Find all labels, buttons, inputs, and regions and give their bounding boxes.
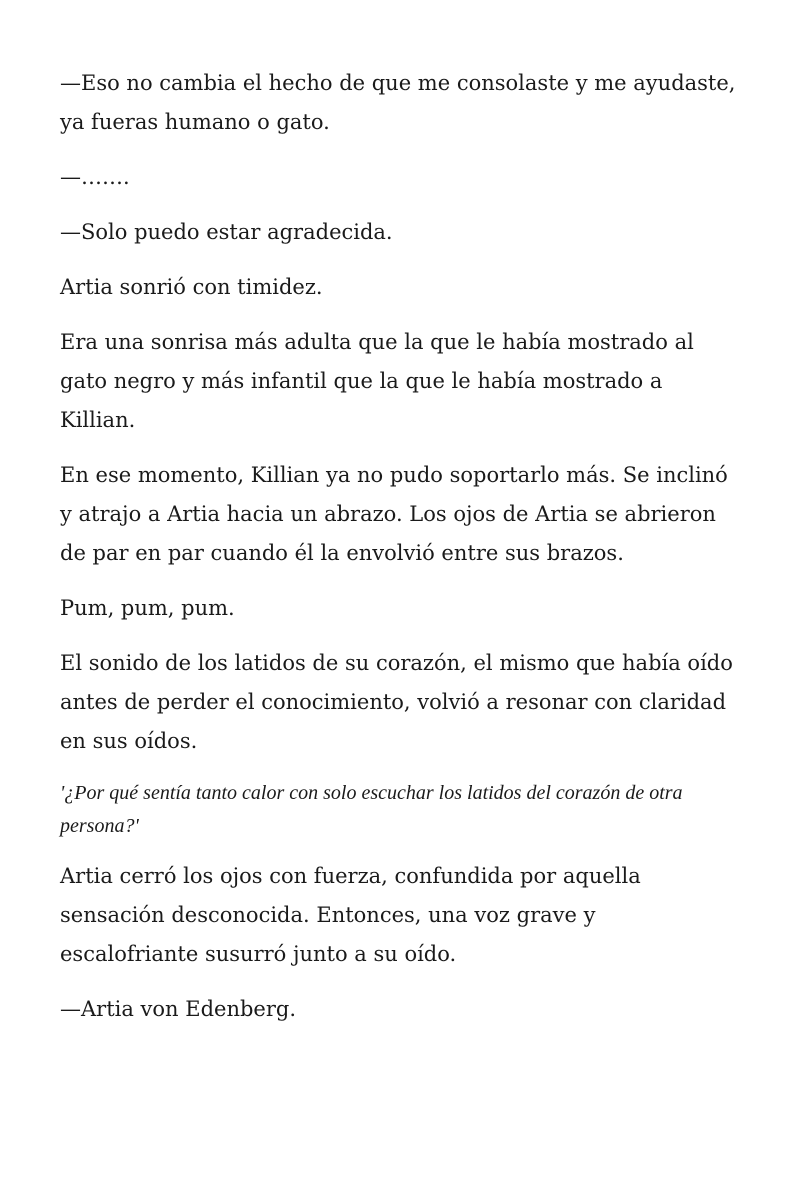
paragraph-sonrisa: Era una sonrisa más adulta que la que le había mostrado al gato negro y más infantil que la que le había mostrado a Killian. — [60, 330, 694, 432]
paragraph-dialogue-artia-von-edenberg: —Artia von Edenberg. — [60, 997, 297, 1021]
paragraph-dialogue-consolaste: —Eso no cambia el hecho de que me consolaste y me ayudaste, ya fueras humano o gato. — [60, 71, 736, 134]
paragraph-latidos: El sonido de los latidos de su corazón, el mismo que había oído antes de perder el conocimiento, volvió a resonar con claridad en sus oídos. — [60, 651, 733, 753]
paragraph-dialogue-agradecida: —Solo puedo estar agradecida. — [60, 220, 393, 244]
paragraph-dialogue-ellipsis: —……. — [60, 165, 130, 189]
paragraph-inner-thought: '¿Por qué sentía tanto calor con solo escuchar los latidos del corazón de otra persona?' — [60, 782, 683, 837]
paragraph-artia-sonrio: Artia sonrió con timidez. — [60, 275, 323, 299]
paragraph-pum: Pum, pum, pum. — [60, 596, 235, 620]
paragraph-abrazo: En ese momento, Killian ya no pudo soportarlo más. Se inclinó y atrajo a Artia hacia un abrazo. Los ojos de Artia se abrieron de par en par cuando él la envolvió entre sus brazos. — [60, 463, 728, 565]
paragraph-cerro-ojos: Artia cerró los ojos con fuerza, confundida por aquella sensación desconocida. Entonces, una voz grave y escalofriante susurró junto a su oído. — [60, 864, 641, 966]
document-page — [60, 64, 740, 1045]
